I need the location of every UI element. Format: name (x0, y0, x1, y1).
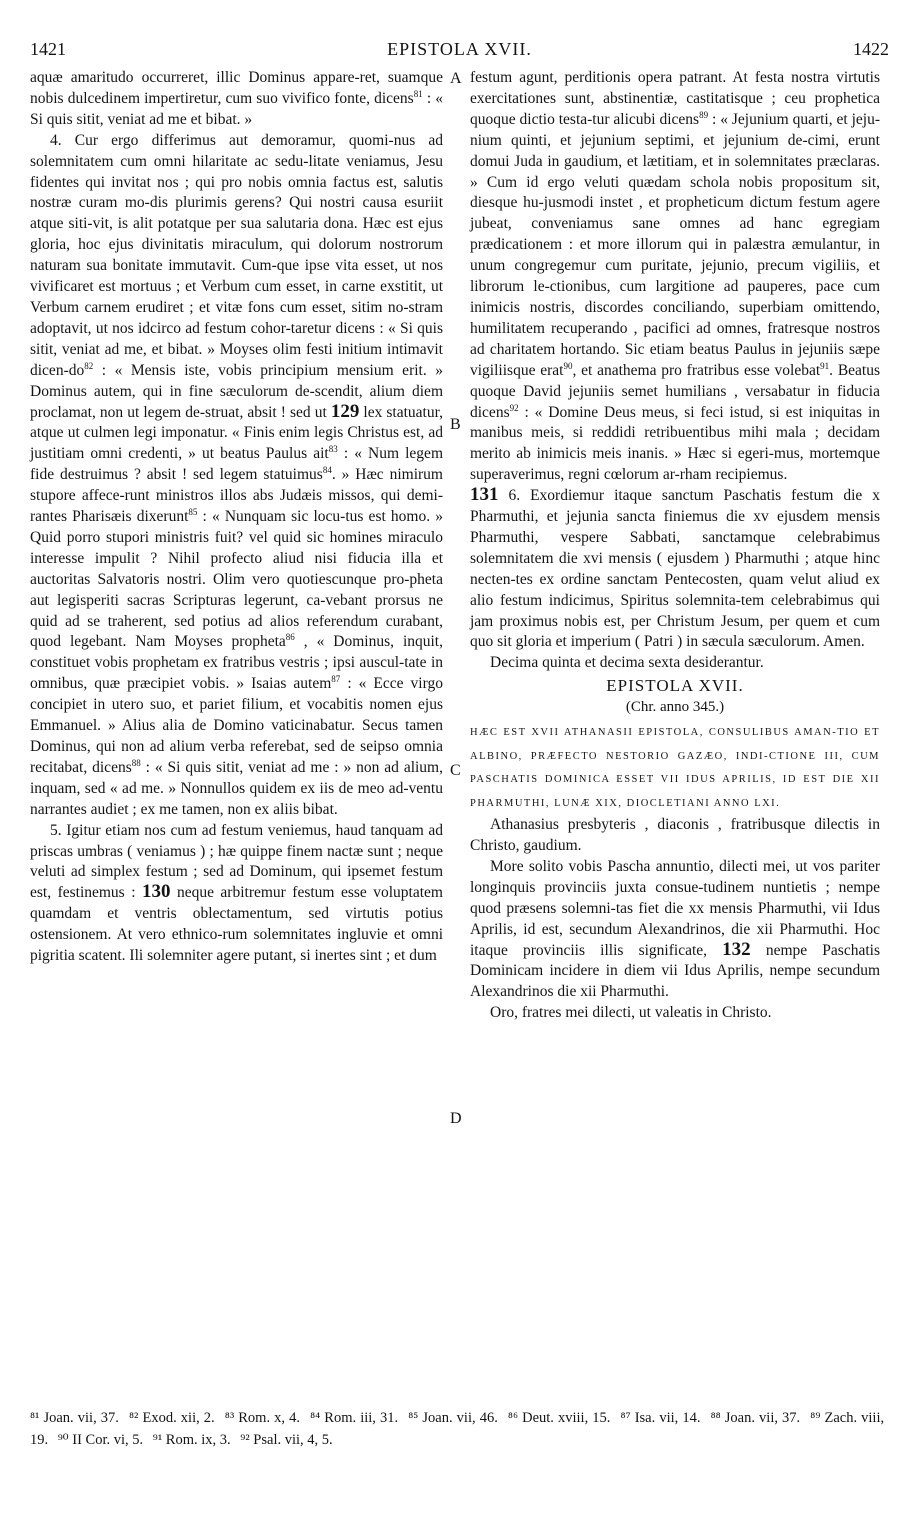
footnote: ⁸² Exod. xii, 2. (129, 1410, 215, 1426)
footnote-ref: 86 (285, 632, 295, 643)
margin-letter-d: D (450, 1110, 462, 1127)
right-column (470, 68, 880, 1024)
lacuna-note: Decima quinta et decima sexta desiderantur. (490, 654, 764, 672)
footnote: ⁹² Psal. vii, 4, 5. (240, 1432, 333, 1448)
closing: Oro, fratres mei dilecti, ut valeatis in Christo. (490, 1004, 772, 1022)
footnote-ref: 88 (131, 757, 141, 768)
footnote-ref: 92 (509, 402, 519, 413)
epistle-title: EPISTOLA XVII. (606, 676, 744, 696)
margin-letter-c: C (450, 762, 461, 779)
page-number-left: 1421 (30, 39, 66, 59)
paragraph: aquæ amaritudo occurreret, illic Dominus appare-ret, suamque nobis dulcedinem impertiretur, cum suo vivifico fonte, dicens$^{81}$ : « Si quis sitit, veniat ad me et bibat. » (30, 69, 443, 128)
salutation: Athanasius presbyteris , diaconis , fratribusque dilectis in Christo, gaudium. (470, 816, 880, 854)
epistle-heading: HÆC EST XVII ATHANASII EPISTOLA, CONSULIBUS AMAN-TIO ET ALBINO, PRÆFECTO NESTORIO GAZÆO, INDI-CTIONE III, CUM PASCHATIS DOMINICA ESSET VII IDUS APRILIS, ID EST DIE XII PHARMUTHI, LUNÆ XIX, DIOCLETIANI ANNO LXI. (470, 727, 880, 809)
running-title: EPISTOLA XVII. (387, 39, 532, 59)
margin-letter-b: B (450, 416, 461, 433)
footnote: ⁸³ Rom. x, 4. (224, 1410, 300, 1426)
footnote: ⁹¹ Rom. ix, 3. (152, 1432, 231, 1448)
margin-letter-a: A (450, 70, 462, 87)
footnote-ref: 81 (413, 88, 423, 99)
footnote-ref: 87 (331, 674, 341, 685)
footnote: ⁹⁰ II Cor. vi, 5. (57, 1432, 144, 1448)
paragraph: festum agunt, perditionis opera patrant. At festa nostra virtutis exercitationes sunt, abstinentiæ, castitatisque ; ceu prophetica quoque dictio testa-tur alicubi dicens$^{89}$ : « Jejunium quarti, et jeju-nium quinti, et jejunium septimi, et jejunium de-cimi, erunt domui Juda in gaudium, et lætitiam, et in solemnitates præclaras. » Cum id ergo veluti quædam schola nobis propositum sit, diesque hu-jusmodi instet , et propheticum dictum festum agere jubeat, conveniamus sane omnes ad hanc egregiam prædicationem : et more illorum qui in palæstra æmulantur, in unum congregemur cum puritate, jejunio, precum vigiliis, et librorum le-ctionibus, cum largitione ad pauperes, pace cum inimicis nostris, discordes conciliando, superbiam omittendo, humilitatem recuperando , pacifici ad omnes, fratresque nostros ad charitatem hortando. Sic etiam beatus Paulus in jejuniis sæpe vigiliisque erat$^{90}$, et anathema pro fratribus esse volebat$^{91}$. Beatus quoque David jejuniis semet humilians , versabatur in fiducia dicens$^{92}$ : « Domine Deus meus, si feci istud, si est iniquitas in manibus meis, si reddidi retribuentibus mihi mala ; decidam merito ab inimicis meis inanis. » Hæc si egeri-mus, mortemque superaverimus, regni cœlorum ar-rham recipiemus. (470, 69, 881, 484)
column-number: 132 (722, 938, 751, 960)
footnote: ⁸⁵ Joan. vii, 46. (408, 1410, 498, 1426)
footnote: ⁸⁶ Deut. xviii, 15. (507, 1410, 611, 1426)
footnote-ref: 89 (699, 109, 709, 120)
page-number-right: 1422 (853, 39, 889, 59)
footnote: ⁸⁹ Zach. viii, 19. (30, 1410, 885, 1448)
footnote-ref: 84 (322, 465, 332, 476)
column-number: 129 (330, 400, 360, 422)
footnote-ref: 83 (328, 444, 338, 455)
running-header (30, 36, 889, 62)
paragraph: More solito vobis Pascha annuntio, dilecti mei, ut vos pariter longinquis provinciis juxta consue-tudinem nuntietis ; nempe quod præsens solemni-tas fiet die xx mensis Pharmuthi, vii Idus Aprilis, id est, secundum Alexandrinos, die xii Pharmuthi. Hoc itaque provinciis illis significate, 132 nempe Paschatis Dominicam incidere in diem vii Idus Aprilis, nempe secundum Alexandrinos die xii Pharmuthi. (470, 857, 880, 1001)
paragraph: 4. Cur ergo differimus aut demoramur, quomi-nus ad solemnitatem cum omni hilaritate ac sedu-litate veniamus, Jesu fidentes qui invitat nos ; qui pro nobis omnia factus est, salutis nostræ curam mo-dis plurimis gerens? Qui nostri causa esuriit atque siti-vit, is alit potatque per sua salutaria dona. Hæc est ejus gloria, hoc ejus divinitatis miraculum, qui dolorum nostrorum naturam sua bonitate immutavit. Cum-que ipse vita esset, ut nos vivificaret est mortuus ; et Verbum cum esset, in carne exstitit, ut Verbum carnem erudiret ; et vitæ fons cum esset, sitim no-stram adoptavit, ut nos idcirco ad festum cohor-taretur dicens : « Si quis sitit, veniat ad me, et bibat. » Moyses olim festi initium intimavit dicen-$do^{82}$ : « Mensis iste, vobis principium mensium erit. » Dominus autem, qui in fine sæculorum de-scendit, alium diem proclamat, non ut legem de-struat, absit ! sed ut 129 lex statuatur, atque ut culmen legi imponatur. « Finis enim legis Christus est, ad justitiam omni credenti, » ut beatus Paulus ait$^{83}$ : « Num legem fide destruimus ? absit ! sed legem statuimus$^{84}$. » Hæc nimirum stupore affece-runt ministros illos abs Judæis missos, qui demi-rantes Pharisæis dixerunt$^{85}$ : « Nunquam sic locu-tus est homo. » Quid porro stupori ministris fuit? vel quid sic homines miraculo interesse impulit ? Nihil profecto aliud nisi fiducia illa et auctoritas Salvatoris nostri. Olim vero quotiescunque pro-pheta aut legisperiti sacras Scripturas legerunt, ca-vebant prorsus ne quid ad se traherent, sed potius ad alios referendum curabant, quod legebant. Nam Moyses propheta$^{86}$ , « Dominus, inquit, constituet vobis prophetam ex fratribus vestris ; ipsi auscul-tate in omnibus, quæ præcipiet vobis. » Isaias autem$^{87}$ : « Ecce virgo concipiet in utero suo, et pariet filium, et vocabitis nomen ejus Emmanuel. » Alius alia de Domino vaticinabatur. Secus tamen Dominus, qui non ad alium verba referebat, sed de seipso omnia recitabat, dicens$^{88}$ : « Si quis sitit, veniat ad me : » non ad alium, inquam, sed « ad me. » Nonnullos quidem ex iis de meo ad-ventu narrantes audiet ; ex me tamen, non ex aliis bibat. (30, 131, 444, 818)
footnote: ⁸¹ Joan. vii, 37. (30, 1410, 119, 1426)
footnote: ⁸⁴ Rom. iii, 31. (310, 1410, 399, 1426)
footnote: ⁸⁸ Joan. vii, 37. (710, 1410, 801, 1426)
footnote-ref: 91 (820, 360, 830, 371)
footnote-ref: 82 (84, 360, 94, 371)
paragraph: 131 6. Exordiemur itaque sanctum Paschatis festum die x Pharmuthi, et jejunia sancta finiemus die xv ejusdem mensis Pharmuthi, vespere Sabbati, sanctamque celebrabimus solemnitatem die xvi mensis ( ejusdem ) Pharmuthi ; atque hinc necten-tes ex ordine sanctam Pentecosten, quam velut aliud ex alio festum indicimus, Spiritus solemnita-tem celebrabimus qui jam proximus nobis est, per Christum Jesum, per quem et cum quo sit gloria et imperium ( Patri ) in sæcula sæculorum. Amen. (470, 484, 880, 651)
epistle-date: (Chr. anno 345.) (625, 699, 725, 716)
footnote-ref: 90 (563, 360, 573, 371)
footnotes (30, 1407, 884, 1451)
paragraph: 5. Igitur etiam nos cum ad festum veniemus, haud tanquam ad priscas umbras ( veniamus ) ; hæ quippe finem nactæ sunt ; neque veluti ad simplex festum ; sed ad Dominum, qui ipsemet festum est, festinemus : 130 neque arbitremur festum esse voluptatem quamdam et ventris oblectamentum, sed virtutis potius ostensionem. At vero ethnico-rum solemnitates ingluvie et omni pigritia scatent. Ili solemniter agere putant, si inertes sint ; et dum (30, 821, 443, 965)
column-number: 130 (141, 881, 171, 903)
footnote: ⁸⁷ Isa. vii, 14. (620, 1410, 701, 1426)
footnote-ref: 85 (188, 507, 198, 518)
left-column (30, 68, 443, 967)
column-number: 131 (470, 484, 499, 506)
